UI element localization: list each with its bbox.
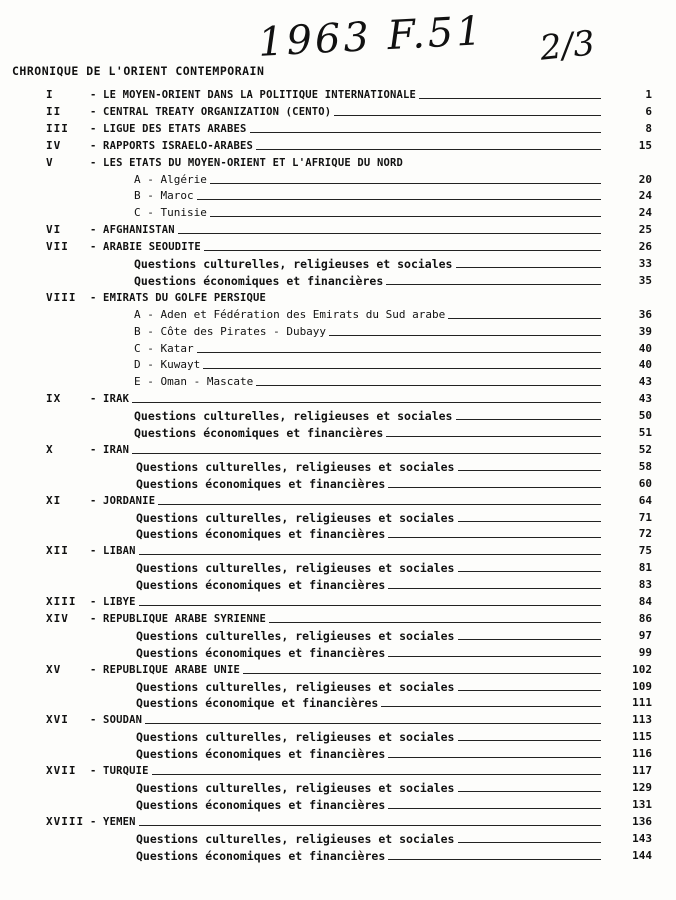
toc-entry-label: - LIBYE: [90, 596, 136, 608]
toc-row: [0, 477, 676, 493]
toc-page-number: 43: [638, 375, 652, 389]
leader-line: [204, 249, 601, 251]
leader-line: [381, 705, 601, 707]
toc-row: [0, 747, 676, 763]
toc-page-number: 72: [638, 527, 652, 541]
toc-entry: [90, 240, 604, 254]
toc-entry: [134, 426, 604, 440]
toc-row: [0, 189, 676, 205]
toc-entry: [134, 274, 604, 288]
toc-page-number: 24: [638, 189, 652, 203]
toc-entry-label: Questions culturelles, religieuses et sociales: [136, 831, 455, 846]
toc-page-number: 51: [638, 426, 652, 439]
toc-row: [0, 849, 676, 865]
document-title: CHRONIQUE DE L'ORIENT CONTEMPORAIN: [12, 64, 265, 78]
toc-row: [0, 832, 676, 848]
toc-page-number: 116: [632, 747, 652, 761]
toc-entry: [90, 815, 604, 829]
toc-entry-label: - IRAN: [90, 443, 130, 456]
toc-entry-label: Questions culturelles, religieuses et sociales: [136, 679, 455, 694]
toc-entry: [90, 122, 604, 136]
toc-entry-label: - LE MOYEN-ORIENT DANS LA POLITIQUE INTERNATIONALE: [90, 89, 417, 101]
leader-line: [139, 553, 601, 555]
toc-entry: [136, 849, 604, 863]
toc-page-number: 144: [632, 848, 652, 862]
leader-line: [269, 621, 601, 623]
toc-row: [0, 88, 676, 104]
toc-entry-label: Questions économiques et financières: [136, 476, 386, 491]
toc-page-number: 129: [632, 780, 652, 794]
toc-page-number: 86: [638, 611, 652, 625]
toc-entry-label: - AFGHANISTAN: [90, 224, 175, 237]
toc-entry: [136, 460, 604, 474]
leader-line: [329, 334, 601, 336]
leader-line: [458, 469, 602, 471]
toc-entry: [136, 527, 604, 541]
toc-entry: [134, 189, 604, 203]
toc-row: [0, 223, 676, 239]
toc-entry-label: - JORDANIE: [90, 494, 156, 507]
toc-page-number: 52: [638, 442, 652, 456]
toc-entry: [90, 291, 604, 305]
toc-section-number: V: [46, 155, 54, 169]
toc-entry: [90, 139, 604, 153]
toc-section-number: IX: [46, 392, 62, 406]
toc-entry: [136, 798, 604, 812]
toc-entry-label: C - Tunisie: [134, 206, 207, 220]
toc-row: [0, 274, 676, 290]
toc-section-number: VIII: [46, 290, 77, 304]
leader-line: [197, 198, 601, 200]
leader-line: [419, 97, 601, 99]
toc-entry-label: - IRAK: [90, 393, 130, 406]
toc-row: [0, 815, 676, 831]
toc-entry: [134, 409, 604, 423]
toc-entry-label: - EMIRATS DU GOLFE PERSIQUE: [90, 291, 267, 304]
toc-page-number: 131: [632, 797, 652, 811]
leader-line: [210, 215, 601, 217]
toc-row: [0, 173, 676, 189]
leader-line: [458, 790, 602, 792]
toc-section-number: II: [46, 104, 62, 118]
toc-row: [0, 494, 676, 510]
toc-entry-label: Questions culturelles, religieuses et sociales: [136, 730, 455, 745]
toc-entry-label: Questions économiques et financières: [136, 848, 386, 863]
toc-row: [0, 680, 676, 696]
toc-page-number: 6: [645, 104, 652, 118]
toc-page-number: 117: [632, 764, 652, 777]
toc-entry-label: B - Maroc: [134, 189, 194, 203]
toc-entry-label: - LIGUE DES ETATS ARABES: [90, 122, 247, 135]
leader-line: [158, 503, 601, 505]
toc-entry-label: - LES ETATS DU MOYEN-ORIENT ET L'AFRIQUE DU NORD: [90, 156, 404, 169]
toc-entry: [136, 696, 604, 710]
toc-entry: [136, 747, 604, 761]
leader-line: [458, 570, 602, 572]
leader-line: [388, 587, 601, 589]
leader-line: [250, 131, 601, 133]
toc-row: [0, 595, 676, 611]
toc-page-number: 83: [638, 578, 652, 592]
toc-row: [0, 358, 676, 374]
toc-row: [0, 257, 676, 273]
toc-entry-label: Questions culturelles, religieuses et sociales: [134, 257, 453, 271]
toc-page-number: 36: [638, 307, 652, 321]
leader-line: [388, 486, 601, 488]
toc-entry: [90, 663, 604, 677]
toc-page-number: 136: [632, 814, 652, 828]
toc-row: [0, 612, 676, 628]
toc-row: [0, 544, 676, 560]
toc-page-number: 20: [638, 172, 652, 186]
toc-section-number: XV: [46, 662, 62, 676]
toc-page-number: 25: [638, 223, 652, 237]
leader-line: [152, 773, 601, 775]
toc-row: [0, 663, 676, 679]
toc-section-number: III: [46, 121, 69, 135]
leader-line: [458, 739, 602, 741]
toc-entry: [90, 443, 604, 457]
leader-line: [448, 317, 601, 319]
toc-entry: [90, 544, 604, 558]
toc-row: [0, 240, 676, 256]
toc-row: [0, 139, 676, 155]
leader-line: [458, 638, 602, 640]
toc-entry: [136, 578, 604, 592]
toc-row: [0, 375, 676, 391]
toc-row: [0, 629, 676, 645]
toc-page-number: 15: [638, 138, 652, 152]
leader-line: [388, 807, 601, 809]
toc-section-number: IV: [46, 138, 62, 152]
toc-page-number: 111: [632, 696, 652, 710]
toc-row: [0, 325, 676, 341]
handwritten-reference: 1963 F.51: [256, 8, 486, 66]
toc-row: [0, 730, 676, 746]
toc-entry: [134, 173, 604, 187]
toc-row: [0, 764, 676, 780]
toc-entry: [134, 206, 604, 220]
toc-entry-label: Questions économiques et financières: [136, 797, 386, 812]
toc-entry: [90, 88, 604, 102]
toc-page-number: 102: [632, 662, 652, 676]
toc-page-number: 71: [638, 510, 652, 524]
toc-row: [0, 460, 676, 476]
toc-entry-label: B - Côte des Pirates - Dubayy: [134, 324, 327, 338]
toc-entry: [134, 325, 604, 339]
toc-entry-label: - SOUDAN: [90, 714, 143, 727]
toc-page-number: 143: [632, 831, 652, 845]
toc-entry-label: - CENTRAL TREATY ORGANIZATION (CENTO): [90, 105, 332, 118]
toc-entry-label: Questions économiques et financières: [136, 527, 386, 542]
toc-page-number: 40: [638, 358, 652, 372]
toc-row: [0, 527, 676, 543]
leader-line: [388, 536, 601, 538]
toc-entry: [90, 713, 604, 727]
toc-entry-label: C - Katar: [134, 341, 194, 355]
toc-entry: [90, 105, 604, 119]
toc-page-number: 109: [632, 679, 652, 693]
leader-line: [388, 756, 601, 758]
toc-entry-label: Questions économiques et financières: [134, 273, 384, 288]
toc-entry-label: A - Aden et Fédération des Emirats du Sud arabe: [134, 307, 446, 321]
toc-entry-label: - ARABIE SEOUDITE: [90, 241, 201, 254]
toc-entry: [90, 595, 604, 609]
leader-line: [197, 351, 601, 353]
toc-section-number: VI: [46, 223, 62, 237]
leader-line: [388, 858, 601, 860]
toc-page-number: 1: [645, 88, 652, 101]
toc-section-number: XIV: [46, 611, 69, 625]
toc-entry: [134, 342, 604, 356]
toc-entry: [134, 375, 604, 389]
toc-section-number: VII: [46, 240, 69, 254]
toc-entry: [136, 680, 604, 694]
toc-entry-label: - TURQUIE: [90, 765, 149, 777]
toc-row: [0, 105, 676, 121]
toc-entry: [136, 511, 604, 525]
toc-entry: [90, 156, 604, 170]
toc-entry-label: Questions économiques et financières: [136, 645, 386, 660]
toc-row: [0, 798, 676, 814]
toc-row: [0, 713, 676, 729]
toc-row: [0, 156, 676, 172]
toc-entry-label: Questions culturelles, religieuses et sociales: [136, 628, 455, 643]
leader-line: [132, 401, 601, 403]
toc-row: [0, 781, 676, 797]
toc-entry-label: Questions économiques et financières: [136, 578, 386, 593]
toc-row: [0, 646, 676, 662]
toc-entry: [136, 781, 604, 795]
toc-page-number: 35: [638, 273, 652, 287]
toc-page-number: 81: [638, 561, 652, 575]
leader-line: [243, 672, 601, 674]
toc-entry-label: - REPUBLIQUE ARABE SYRIENNE: [90, 612, 267, 625]
toc-row: [0, 426, 676, 442]
toc-page-number: 50: [638, 409, 652, 423]
leader-line: [386, 435, 601, 437]
toc-entry-label: - LIBAN: [90, 545, 136, 558]
toc-entry: [90, 392, 604, 406]
toc-section-number: I: [46, 88, 54, 101]
toc-page-number: 8: [645, 121, 652, 135]
toc-page-number: 58: [638, 459, 652, 473]
toc-entry: [90, 764, 604, 778]
toc-entry-label: Questions économiques et financières: [136, 747, 386, 762]
toc-section-number: X: [46, 442, 54, 456]
toc-page-number: 33: [638, 257, 652, 270]
toc-row: [0, 561, 676, 577]
toc-entry: [90, 612, 604, 626]
toc-page-number: 24: [638, 206, 652, 220]
toc-row: [0, 206, 676, 222]
toc-section-number: XVIII: [46, 814, 85, 828]
toc-row: [0, 308, 676, 324]
toc-entry: [136, 730, 604, 744]
leader-line: [458, 689, 602, 691]
toc-page-number: 26: [638, 240, 652, 254]
leader-line: [458, 520, 602, 522]
toc-page-number: 40: [638, 341, 652, 355]
leader-line: [256, 384, 601, 386]
toc-row: [0, 578, 676, 594]
toc-entry-label: Questions économiques et financières: [134, 426, 384, 440]
toc-section-number: XVI: [46, 713, 69, 727]
toc-entry-label: Questions culturelles, religieuses et sociales: [136, 510, 455, 525]
leader-line: [388, 655, 601, 657]
toc-entry-label: Questions culturelles, religieuses et sociales: [136, 459, 455, 474]
toc-entry: [136, 646, 604, 660]
toc-page-number: 75: [638, 544, 652, 558]
toc-entry-label: E - Oman - Mascate: [134, 375, 254, 389]
toc-entry-label: - RAPPORTS ISRAELO-ARABES: [90, 139, 254, 152]
leader-line: [139, 604, 601, 606]
toc-page-number: 97: [638, 628, 652, 642]
toc-row: [0, 443, 676, 459]
leader-line: [456, 418, 602, 420]
toc-entry-label: Questions culturelles, religieuses et sociales: [134, 409, 453, 424]
toc-page-number: 113: [632, 713, 652, 727]
toc-entry-label: Questions culturelles, religieuses et sociales: [136, 780, 455, 795]
toc-page-number: 84: [638, 595, 652, 608]
leader-line: [386, 283, 601, 285]
toc-entry: [136, 561, 604, 575]
handwritten-part: 2/3: [538, 23, 597, 69]
toc-page-number: 64: [638, 493, 652, 507]
toc-row: [0, 511, 676, 527]
toc-entry: [136, 832, 604, 846]
toc-page-number: 115: [632, 730, 652, 744]
toc-entry-label: - YEMEN: [90, 815, 136, 828]
toc-page-number: 43: [638, 392, 652, 406]
toc-row: [0, 409, 676, 425]
toc-entry: [134, 308, 604, 322]
leader-line: [203, 367, 601, 369]
toc-section-number: XVII: [46, 764, 77, 777]
toc-page-number: 99: [638, 645, 652, 659]
toc-section-number: XI: [46, 493, 62, 507]
toc-entry: [134, 257, 604, 271]
toc-row: [0, 291, 676, 307]
leader-line: [256, 148, 601, 150]
toc-row: [0, 342, 676, 358]
leader-line: [458, 841, 602, 843]
leader-line: [132, 452, 601, 454]
toc-row: [0, 122, 676, 138]
toc-entry-label: - REPUBLIQUE ARABE UNIE: [90, 663, 240, 676]
toc-row: [0, 392, 676, 408]
toc-entry-label: Questions culturelles, religieuses et sociales: [136, 561, 455, 576]
leader-line: [145, 722, 601, 724]
toc-row: [0, 696, 676, 712]
toc-entry-label: D - Kuwayt: [134, 358, 201, 372]
toc-page-number: 39: [638, 324, 652, 338]
toc-page-number: 60: [638, 476, 652, 490]
toc-entry: [90, 223, 604, 237]
toc-entry-label: Questions économique et financières: [136, 696, 379, 711]
toc-entry: [136, 629, 604, 643]
toc-entry: [136, 477, 604, 491]
toc-entry: [134, 358, 604, 372]
toc-entry-label: A - Algérie: [134, 172, 207, 186]
leader-line: [456, 266, 602, 268]
leader-line: [178, 232, 601, 234]
leader-line: [334, 114, 601, 116]
toc-section-number: XII: [46, 544, 69, 558]
toc-section-number: XIII: [46, 595, 77, 608]
toc-entry: [90, 494, 604, 508]
leader-line: [210, 182, 601, 184]
leader-line: [139, 824, 601, 826]
